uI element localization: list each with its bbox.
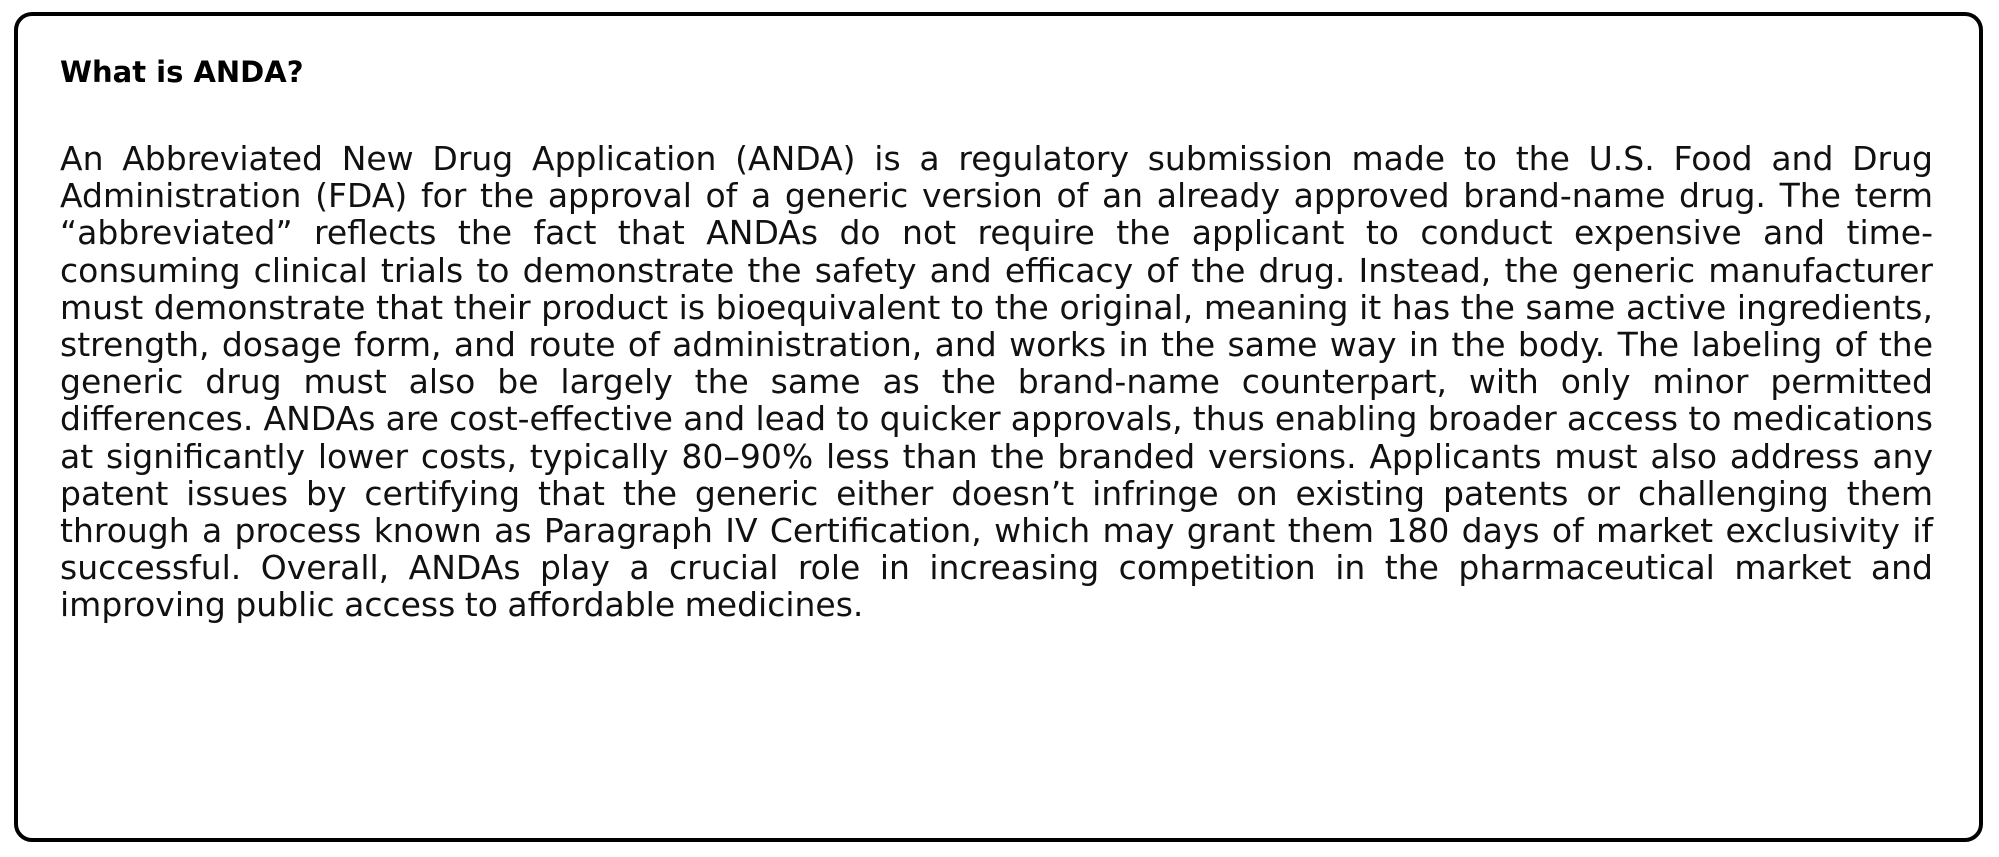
card-title: What is ANDA? [60, 55, 304, 89]
card-body-text: An Abbreviated New Drug Application (ANDA) is a regulatory submission made to the U.S. Food and Drug Administration (FDA) for the approval of a generic version of an already approved brand-name drug. The term “abbreviated” reflects the fact that ANDAs do not require the applicant to conduct expensive and time-consuming clinical trials to demonstrate the safety and efficacy of the drug. Instead, the generic manufacturer must demonstrate that their product is bioequivalent to the original, meaning it has the same active ingredients, strength, dosage form, and route of administration, and works in the same way in the body. The labeling of the generic drug must also be largely the same as the brand-name counterpart, with only minor permitted differences. ANDAs are cost-effective and lead to quicker approvals, thus enabling broader access to medications at significantly lower costs, typically 80–90% less than the branded versions. Applicants must also address any patent issues by certifying that the generic either doesn’t infringe on existing patents or challenging them through a process known as Paragraph IV Certification, which may grant them 180 days of market exclusivity if successful. Overall, ANDAs play a crucial role in increasing competition in the pharmaceutical market and improving public access to affordable medicines. [60, 139, 1933, 625]
info-card [14, 12, 1983, 842]
